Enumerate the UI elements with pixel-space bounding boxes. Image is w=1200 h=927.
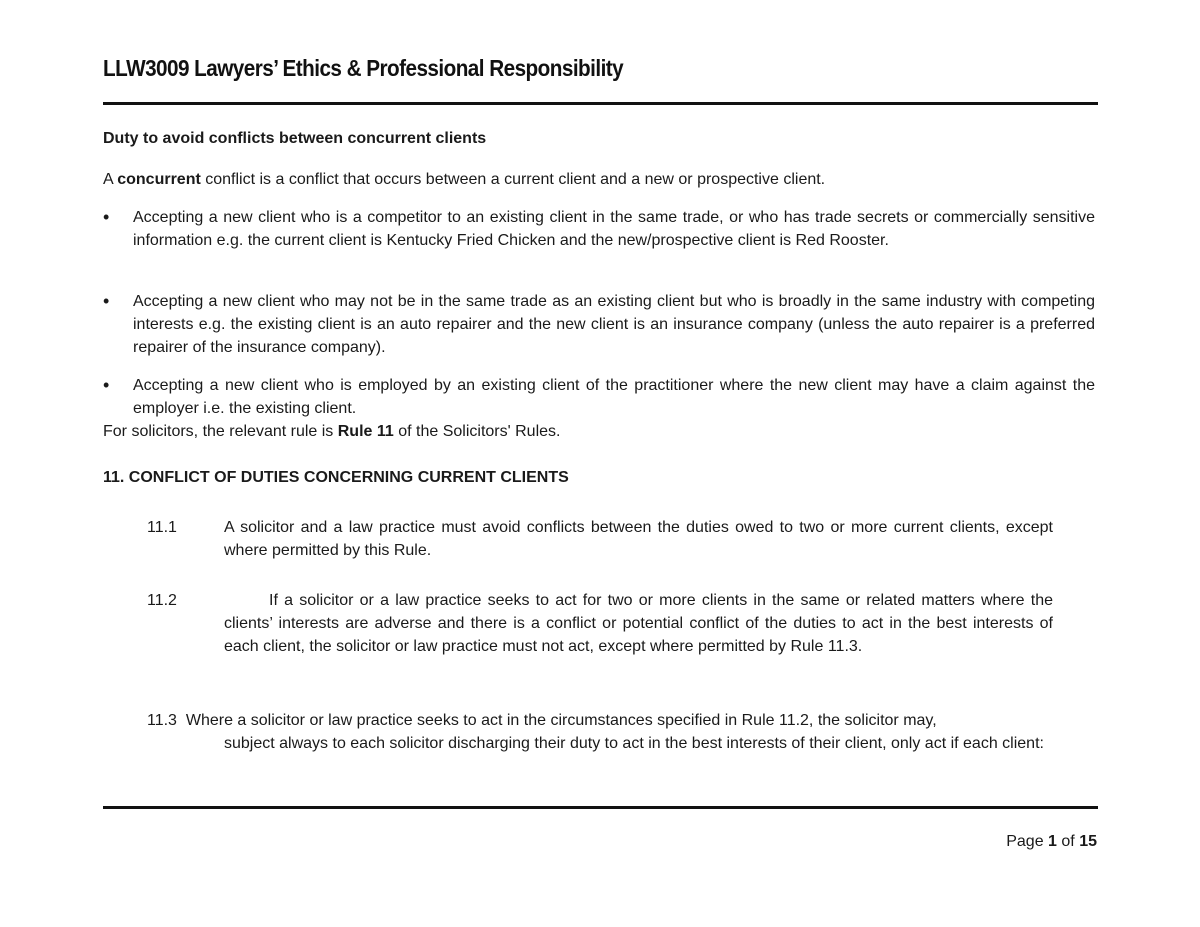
bullet-icon <box>103 374 133 398</box>
clause-text: A solicitor and a law practice must avoid conflicts between the duties owed to two or more current clients, except where permitted by this Rule. <box>224 519 1053 559</box>
rule-reference <box>103 420 1095 443</box>
rule-ref-post: of the Solicitors' Rules. <box>393 423 561 440</box>
document-title: LLW3009 Lawyers’ Ethics & Professional Responsibility <box>103 55 624 81</box>
page-total: 15 <box>1079 833 1097 850</box>
of-label: of <box>1061 833 1075 850</box>
clause-text: If a solicitor or a law practice seeks to act for two or more clients in the same or related matters where the clients’ interests are adverse and there is a conflict or potential conflict of the duties to act in the best interests of each client, the solicitor or law practice must not act, except where permitted by Rule 11.3. <box>224 592 1053 655</box>
clause-number: 11.3 <box>147 712 177 729</box>
clause-number: 11.1 <box>147 519 177 536</box>
bullet-item <box>103 290 1095 359</box>
rule-ref-pre: For solicitors, the relevant rule is <box>103 423 338 440</box>
intro-post: conflict is a conflict that occurs between a current client and a new or prospective client. <box>200 171 826 188</box>
bullet-text: Accepting a new client who may not be in the same trade as an existing client but who is broadly in the same industry with competing interests e.g. the existing client is an auto repairer and the new client is an insurance company (unless the auto repairer is a preferred repairer of the insurance company). <box>133 293 1095 356</box>
clause-lead-text: Where a solicitor or law practice seeks to act in the circumstances specified in Rule 11.2, the solicitor may, <box>185 712 937 729</box>
intro-bold-term: concurrent <box>117 171 201 188</box>
intro-paragraph <box>103 168 1095 191</box>
bullet-icon <box>103 290 133 314</box>
page-label: Page <box>1006 833 1044 850</box>
bullet-text: Accepting a new client who is employed by an existing client of the practitioner where the new client may have a claim against the employer i.e. the existing client. <box>133 377 1095 417</box>
section-heading: Duty to avoid conflicts between concurrent clients <box>103 130 487 147</box>
bullet-item <box>103 374 1095 420</box>
rule-clause <box>147 516 1053 562</box>
footer-divider <box>103 806 1098 809</box>
rule-clause <box>147 589 1053 658</box>
rule-ref-bold: Rule 11 <box>337 423 394 440</box>
page-current: 1 <box>1048 833 1057 850</box>
bullet-text: Accepting a new client who is a competitor to an existing client in the same trade, or who has trade secrets or commercially sensitive information e.g. the current client is Kentucky Fried Chicken and the new/prospective client is Red Rooster. <box>133 209 1095 249</box>
clause-text: subject always to each solicitor discharging their duty to act in the best interests of their client, only act if each client: <box>224 735 1044 752</box>
clause-number: 11.2 <box>147 592 177 609</box>
rule11-heading: 11. CONFLICT OF DUTIES CONCERNING CURRENT CLIENTS <box>103 469 569 486</box>
rule-clause <box>147 709 1053 755</box>
bullet-icon <box>103 206 133 230</box>
page-counter <box>1006 830 1097 853</box>
bullet-item <box>103 206 1095 252</box>
intro-pre: A <box>103 171 118 188</box>
clause-first-line <box>147 709 1053 732</box>
header-divider <box>103 102 1098 105</box>
